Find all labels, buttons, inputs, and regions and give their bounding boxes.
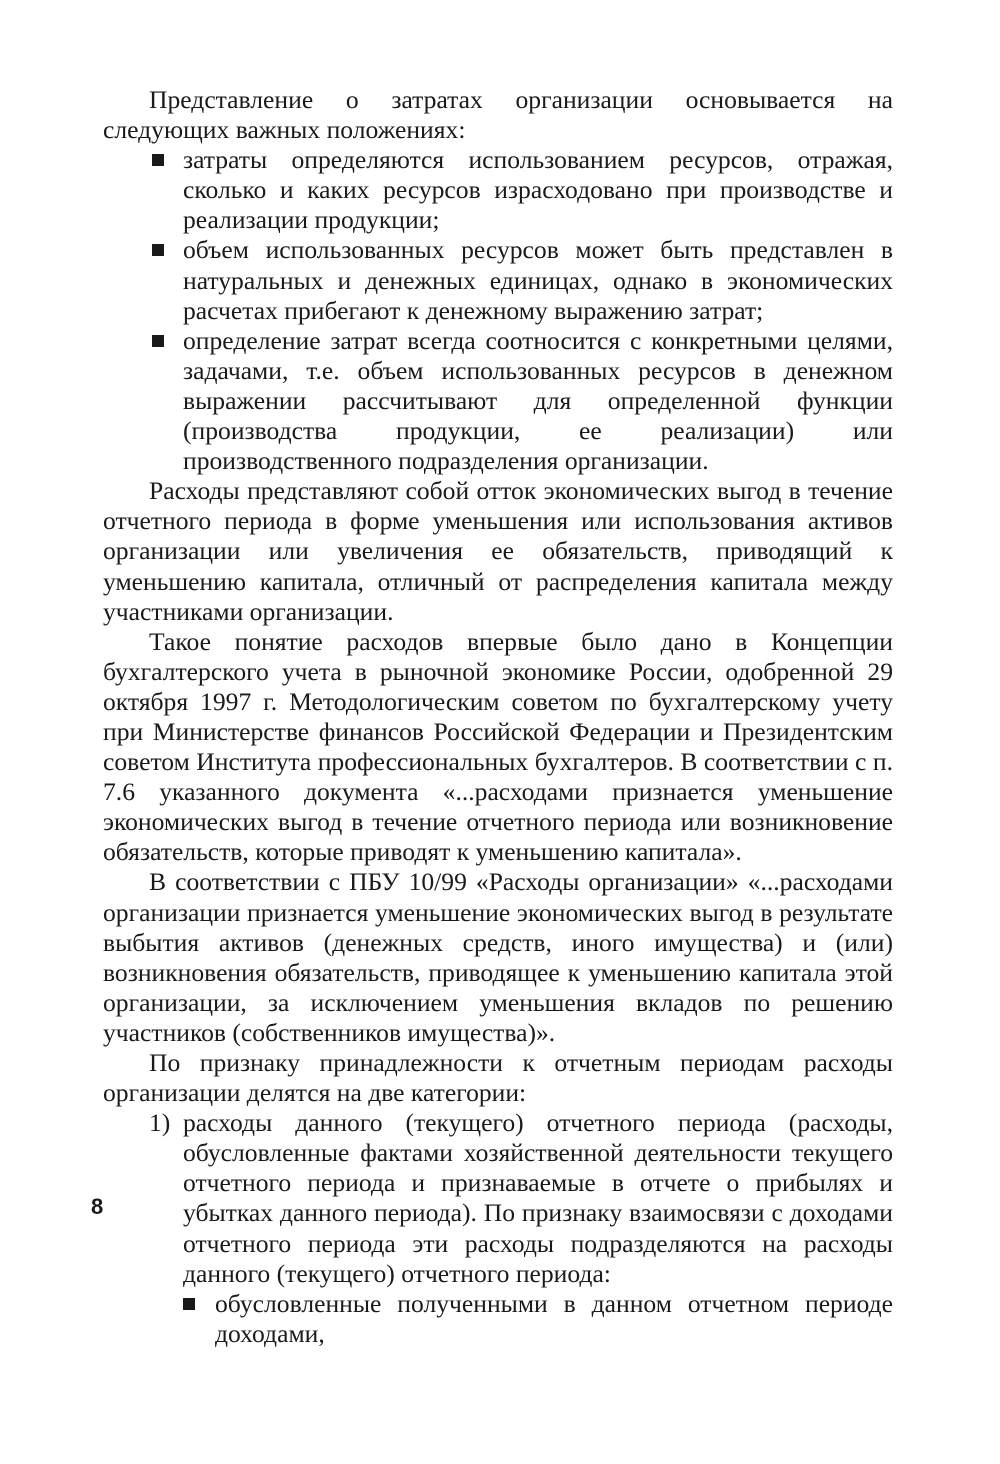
category-number: 1): [149, 1108, 171, 1138]
page-number: 8: [91, 1194, 104, 1219]
page-body: [103, 85, 893, 1349]
category-text: расходы данного (текущего) отчетного периода (расходы, обусловленные фактами хозяйственной деятельности текущего отчетного периода и признаваемые в отчете о прибылях и убытках данного периода). По признаку взаимосвязи с доходами отчетного периода эти расходы подразделяются на расходы данного (текущего) отчетного периода:: [183, 1108, 893, 1288]
concept-paragraph: Такое понятие расходов впервые было дано в Концепции бухгалтерского учета в рыночной экономике России, одобренной 29 октября 1997 г. Методологическим советом по бухгалтерскому учету при Министерстве финансов Российской Федерации и Президентским советом Института профессиональных бухгалтеров. В соответствии с п. 7.6 указанного документа «...расходами признается уменьшение экономических выгод в течение отчетного периода или возникновение обязательств, которые приводят к уменьшению капитала».: [103, 626, 893, 867]
category-sub-list: [183, 1289, 893, 1349]
principles-list: [103, 145, 893, 476]
list-item: объем использованных ресурсов может быть представлен в натуральных и денежных единицах, однако в экономических расчетах прибегают к денежному выражению затрат;: [103, 235, 893, 325]
categories-intro-paragraph: По признаку принадлежности к отчетным периодам расходы организации делятся на две категории:: [103, 1048, 893, 1108]
expenses-definition-paragraph: Расходы представляют собой отток экономических выгод в течение отчетного периода в форме уменьшения или использования активов организации или увеличения ее обязательств, приводящий к уменьшению капитала, отличный от распределения капитала между участниками организации.: [103, 476, 893, 626]
list-item: определение затрат всегда соотносится с конкретными целями, задачами, т.е. объем использованных ресурсов в денежном выражении рассчитывают для определенной функции (производства продукции, ее реализации) или производственного подразделения организации.: [103, 326, 893, 476]
pbu-paragraph: В соответствии с ПБУ 10/99 «Расходы организации» «...расходами организации признается уменьшение экономических выгод в результате выбытия активов (денежных средств, иного имущества) и (или) возникновения обязательств, приводящее к уменьшению капитала этой организации, за исключением уменьшения вкладов по решению участников (собственников имущества)».: [103, 867, 893, 1047]
intro-paragraph: Представление о затратах организации основывается на следующих важных положениях:: [103, 85, 893, 145]
list-item: обусловленные полученными в данном отчетном периоде доходами,: [183, 1289, 893, 1349]
categories-list: [103, 1108, 893, 1349]
list-item: затраты определяются использованием ресурсов, отражая, сколько и каких ресурсов израсходовано при производстве и реализации продукции;: [103, 145, 893, 235]
category-item: [103, 1108, 893, 1349]
